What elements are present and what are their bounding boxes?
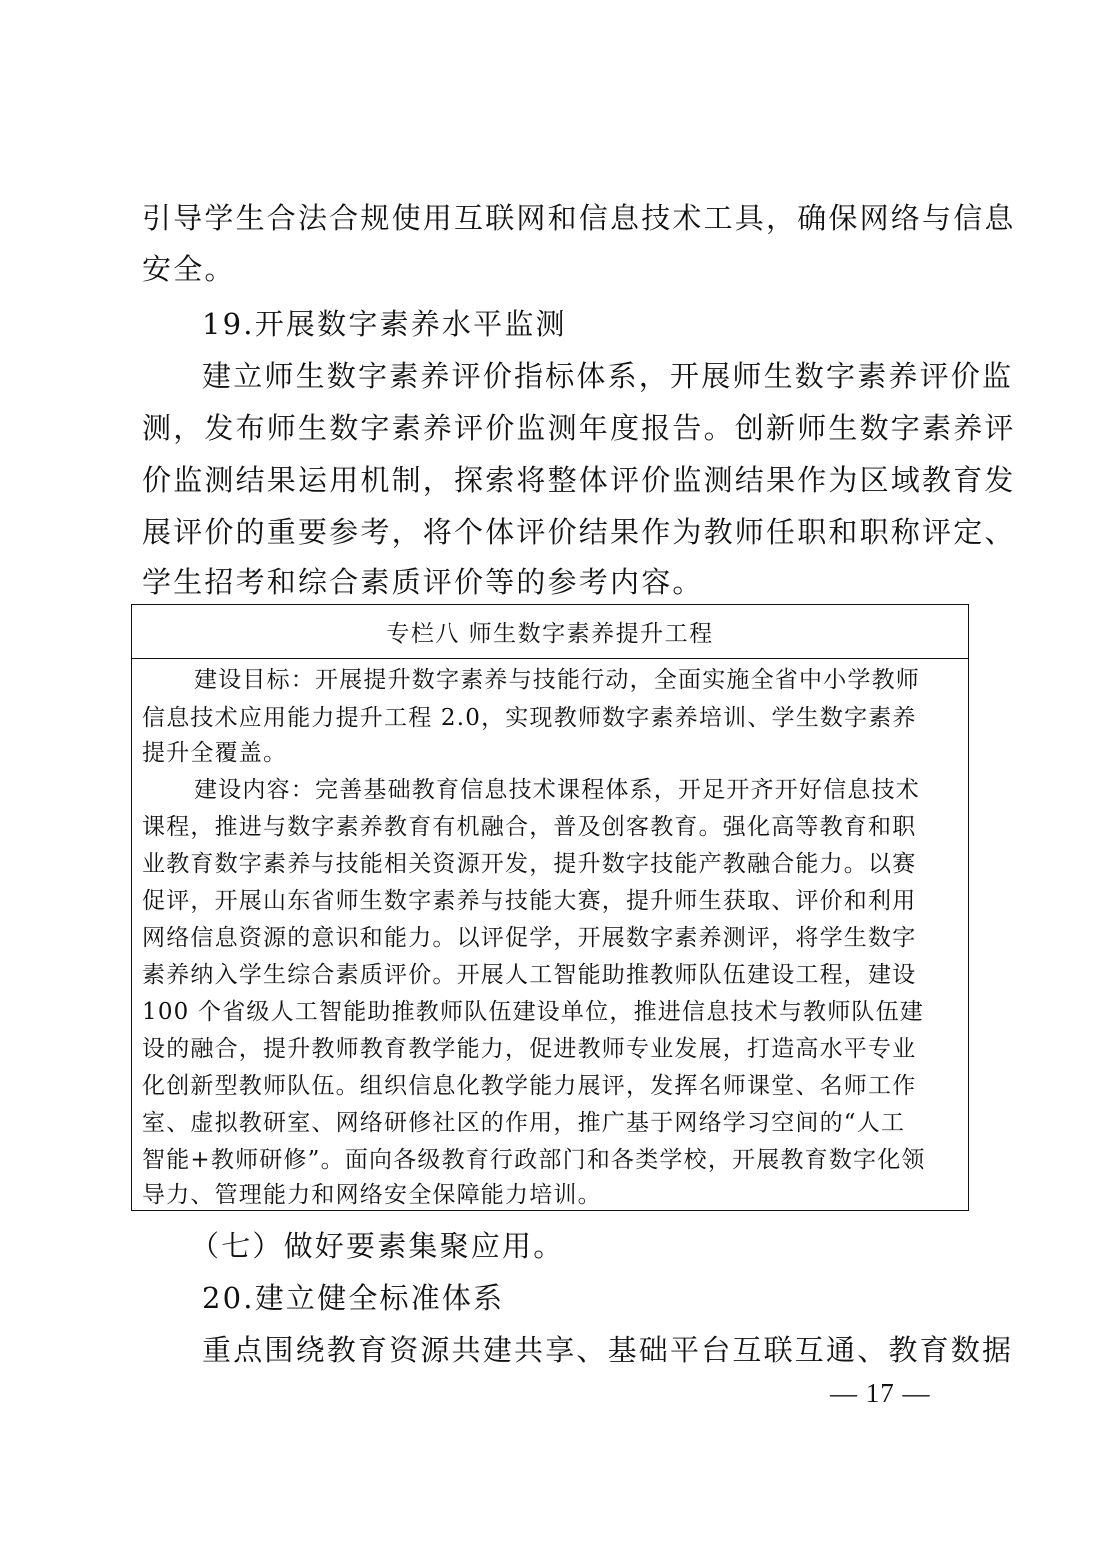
paragraph-line: 展评价的重要参考，将个体评价结果作为教师任职和职称评定、 — [142, 515, 1016, 549]
paragraph-line: 重点围绕教育资源共建共享、基础平台互联互通、教育数据 — [202, 1333, 1014, 1367]
box-line: 信息技术应用能力提升工程 2.0，实现教师数字素养培训、学生数字素养 — [142, 705, 917, 731]
box-line: 提升全覆盖。 — [142, 740, 288, 766]
paragraph-line: 引导学生合法合规使用互联网和信息技术工具，确保网络与信息 — [142, 201, 1016, 235]
section-heading-19: 19.开展数字素养水平监测 — [202, 307, 567, 341]
section-heading-20: 20.建立健全标准体系 — [202, 1281, 505, 1315]
box-line: 课程，推进与数字素养教育有机融合，普及创客教育。强化高等教育和职 — [142, 814, 917, 840]
box-line: 智能+教师研修”。面向各级教育行政部门和各类学校，开展教育数字化领 — [142, 1147, 926, 1173]
box-line: 建设目标：开展提升数字素养与技能行动，全面实施全省中小学教师 — [194, 667, 920, 693]
paragraph-line: 安全。 — [142, 252, 236, 286]
column-box-title: 专栏八 师生数字素养提升工程 — [132, 605, 968, 659]
paragraph-line: 测，发布师生数字素养评价监测年度报告。创新师生数字素养评 — [142, 411, 1016, 445]
box-line: 化创新型教师队伍。组织信息化教学能力展评，发挥名师课堂、名师工作 — [142, 1073, 917, 1099]
box-line: 100 个省级人工智能助推教师队伍建设单位，推进信息技术与教师队伍建 — [142, 999, 925, 1025]
page-number: — 17 — — [830, 1378, 931, 1408]
box-line: 室、虚拟教研室、网络研修社区的作用，推广基于网络学习空间的“人工 — [142, 1110, 906, 1136]
column-box — [131, 604, 969, 1211]
box-line: 建设内容：完善基础教育信息技术课程体系，开足开齐开好信息技术 — [194, 777, 920, 803]
box-line: 网络信息资源的意识和能力。以评促学，开展数字素养测评，将学生数字 — [142, 925, 917, 951]
box-line: 素养纳入学生综合素质评价。开展人工智能助推教师队伍建设工程，建设 — [142, 962, 917, 988]
section-heading-7: （七）做好要素集聚应用。 — [190, 1229, 565, 1263]
box-line: 导力、管理能力和网络安全保障能力培训。 — [142, 1182, 602, 1208]
box-line: 设的融合，提升教师教育教学能力，促进教师专业发展，打造高水平专业 — [142, 1036, 917, 1062]
box-line: 业教育数字素养与技能相关资源开发，提升数字技能产教融合能力。以赛 — [142, 851, 917, 877]
paragraph-line: 建立师生数字素养评价指标体系，开展师生数字素养评价监 — [202, 359, 1014, 393]
box-line: 促评，开展山东省师生数字素养与技能大赛，提升师生获取、评价和利用 — [142, 888, 917, 914]
paragraph-line: 价监测结果运用机制，探索将整体评价监测结果作为区域教育发 — [142, 463, 1016, 497]
paragraph-line: 学生招考和综合素质评价等的参考内容。 — [142, 565, 704, 599]
